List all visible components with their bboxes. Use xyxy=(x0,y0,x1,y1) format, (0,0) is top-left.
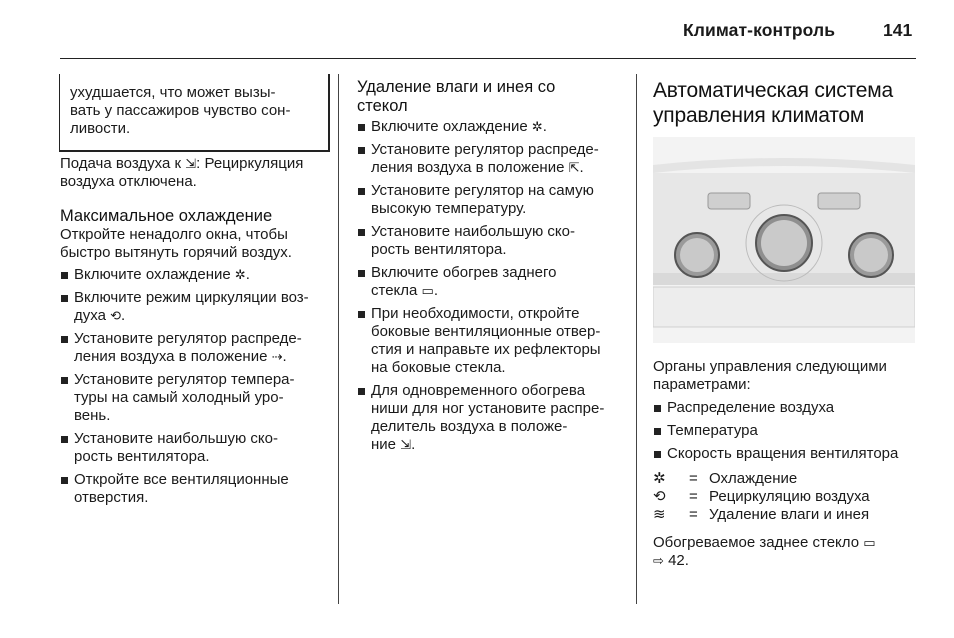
list-item: Установите регулятор темпера- туры на самый холодный уро- вень. xyxy=(60,371,328,425)
list-item: Включите охлаждение ✲. xyxy=(60,266,328,284)
symbol-row: ✲ = Охлаждение xyxy=(653,470,798,487)
list-item: Температура xyxy=(653,422,918,440)
column-divider-2 xyxy=(636,74,637,604)
recirculation-icon: ⟲ xyxy=(110,308,122,323)
windscreen-legroom-icon: ⇲ xyxy=(400,437,412,452)
rear-window-heat-icon: ▭ xyxy=(421,283,434,298)
list-item: При необходимости, откройте боковые вентиляционные отвер- стия и направьте их рефлекторы на боковые стекла. xyxy=(357,305,622,377)
vent-airflow-icon: ⇢ xyxy=(271,349,283,364)
page-number: 141 xyxy=(883,20,913,40)
column-divider-1 xyxy=(338,74,339,604)
bullet-list xyxy=(653,399,918,463)
defrost-icon: ≋ xyxy=(653,506,666,523)
list-item: Установите регулятор распреде- ления воздуха в положение ⇱. xyxy=(357,141,622,177)
list-item: Установите регулятор на самую высокую температуру. xyxy=(357,182,622,218)
windscreen-airflow-icon: ⇱ xyxy=(568,160,580,175)
list-item: Включите охлаждение ✲. xyxy=(357,118,622,136)
warning-box xyxy=(59,74,330,152)
running-header-title: Климат-контроль xyxy=(683,20,836,40)
list-item: Откройте все вентиляционные отверстия. xyxy=(60,471,328,507)
list-item: Включите обогрев заднего стекла ▭. xyxy=(357,264,622,300)
warning-line: вать у пассажиров чувство сон- xyxy=(70,102,291,119)
list-item: Распределение воздуха xyxy=(653,399,918,417)
rear-window-heat-icon: ▭ xyxy=(863,535,876,550)
legroom-airflow-icon: ⇲ xyxy=(185,156,197,171)
symbol-legend xyxy=(653,470,918,524)
bullet-list xyxy=(357,118,622,454)
section-heading: Удаление влаги и инея со стекол xyxy=(357,78,556,115)
list-item: Для одновременного обогрева ниши для ног установите распре- делитель воздуха в положе- ние ⇲. xyxy=(357,382,622,454)
defrost-section xyxy=(357,78,622,459)
snowflake-icon: ✲ xyxy=(531,119,543,134)
list-item: Скорость вращения вентилятора xyxy=(653,445,918,463)
list-item: Установите наибольшую ско- рость вентилятора. xyxy=(60,430,328,466)
section-heading: Максимальное охлаждение xyxy=(60,207,273,225)
bullet-list xyxy=(60,266,328,507)
header-rule xyxy=(60,58,916,59)
page-reference-icon: ⇨ xyxy=(653,553,664,568)
climate-panel-drawing xyxy=(653,137,915,343)
list-item: Включите режим циркуляции воз- духа ⟲. xyxy=(60,289,328,325)
snowflake-icon: ✲ xyxy=(653,470,666,487)
warning-line: ухудшается, что может вызы- xyxy=(70,84,276,101)
list-item: Установите наибольшую ско- рость вентилятора. xyxy=(357,223,622,259)
controls-section: Органы управления следующими параметрами: Распределение воздуха Температура Скорость вращения вентилятора ✲ = Охлаждение ⟲ = Рециркуляцию воздуха ≋ = Удаление влаги и инея Обогреваемое заднее стекло ▭ ⇨ 42. xyxy=(653,358,918,570)
symbol-row: ≋ = Удаление влаги и инея xyxy=(653,506,870,523)
chapter-heading: Автоматическая система управления климатом xyxy=(653,79,893,127)
list-item: Установите регулятор распреде- ления воздуха в положение ⇢. xyxy=(60,330,328,366)
recirculation-icon: ⟲ xyxy=(653,488,666,505)
climate-panel-illustration xyxy=(653,137,915,343)
symbol-row: ⟲ = Рециркуляцию воздуха xyxy=(653,488,870,505)
max-cooling-section: Максимальное охлаждение Откройте ненадолго окна, чтобы быстро вытянуть горячий воздух. Включите охлаждение ✲. Включите режим циркуляции воз- духа ⟲. Установите регулятор распреде- ления воздуха в положение ⇢. Установите регулятор темпера- туры на самый холодный уро- вень. Установите наибольшую ско- рость вентилятора. Откройте все вентиляционные отверстия. xyxy=(60,207,328,512)
warning-line: ливости. xyxy=(70,120,131,137)
auto-climate-heading xyxy=(653,78,918,128)
air-supply-note: Подача воздуха к ⇲: Рециркуляция воздуха отключена. xyxy=(60,155,304,190)
snowflake-icon: ✲ xyxy=(234,267,246,282)
